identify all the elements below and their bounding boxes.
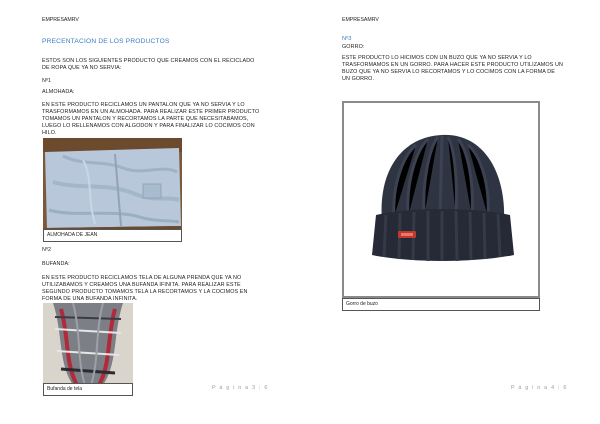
- page-header: EMPRESAMRV: [342, 17, 379, 23]
- footer-page-current: 4: [551, 385, 556, 391]
- footer-separator: |: [259, 385, 262, 391]
- item3-caption: Gorro de buzo: [342, 298, 540, 311]
- page-footer: [511, 385, 568, 391]
- page-title: PRECENTACION DE LOS PRODUCTOS: [42, 38, 170, 45]
- page-header: EMPRESAMRV: [42, 17, 79, 23]
- jean-pillow-photo: [43, 138, 182, 230]
- infinity-scarf-photo: [43, 303, 133, 385]
- document-page-4: [300, 0, 600, 424]
- item3-name: GORRO:: [342, 44, 365, 50]
- item2-caption: Bufanda de tela: [43, 383, 133, 396]
- knit-beanie-photo: [342, 101, 540, 298]
- item2-name: BUFANDA:: [42, 261, 70, 267]
- item2-description: EN ESTE PRODUCTO RECICLAMOS TELA DE ALGUNA PRENDA QUE YA NO UTILIZABAMOS Y CREAMOS UNA BUFANDA IFINITA. PARA REALIZAR ESTE SEGUNDO PRODUCTO TOMAMOS TELA LA RECORTAMOS Y LA COCIMOS EN FORMA DE UNA BUFANDA INFINITA.: [42, 275, 248, 302]
- footer-separator: |: [558, 385, 561, 391]
- item3-number: Nº3: [342, 36, 352, 42]
- footer-page-word: P á g i n a: [511, 385, 549, 391]
- footer-page-current: 3: [252, 385, 257, 391]
- intro-paragraph: ESTOS SON LOS SIGUIENTES PRODUCTO QUE CREAMOS CON EL RECICLADO DE ROPA QUE YA NO SERVIA:: [42, 58, 255, 71]
- item3-description: ESTE PRODUCTO LO HICIMOS CON UN BUZO QUE YA NO SERVIA Y LO TRASFORMAMOS EN UN GORRO. PARA HACER ESTE PRODUCTO UTILIZAMOS UN BUZO QUE YA NO SERVIA LO RECORTAMOS Y LO COCIMOS CON LA FORMA DE UN GORRO.: [342, 55, 563, 82]
- item1-description: EN ESTE PRODUCTO RECICLAMOS UN PANTALON QUE YA NO SERVIA Y LO TRASFORMAMOS EN UN ALMOHADA. PARA REALIZAR ESTE PRIMER PRODUCTO TOMAMOS UN PANTALON Y RECORTAMOS LA PARTE QUE NECESITABAMOS, LUEGO LO RELLENAMOS CON ALGODON Y PARA FINALIZAR LO COCIMOS CON HILO.: [42, 102, 260, 136]
- item2-number: Nº2: [42, 247, 52, 253]
- footer-page-total: 6: [264, 385, 269, 391]
- footer-page-word: P á g i n a: [212, 385, 250, 391]
- page-footer: [212, 385, 269, 391]
- footer-page-total: 6: [563, 385, 568, 391]
- item1-caption: ALMOHADA DE JEAN: [43, 229, 182, 242]
- item1-name: ALMOHADA:: [42, 89, 75, 95]
- item1-number: Nº1: [42, 78, 52, 84]
